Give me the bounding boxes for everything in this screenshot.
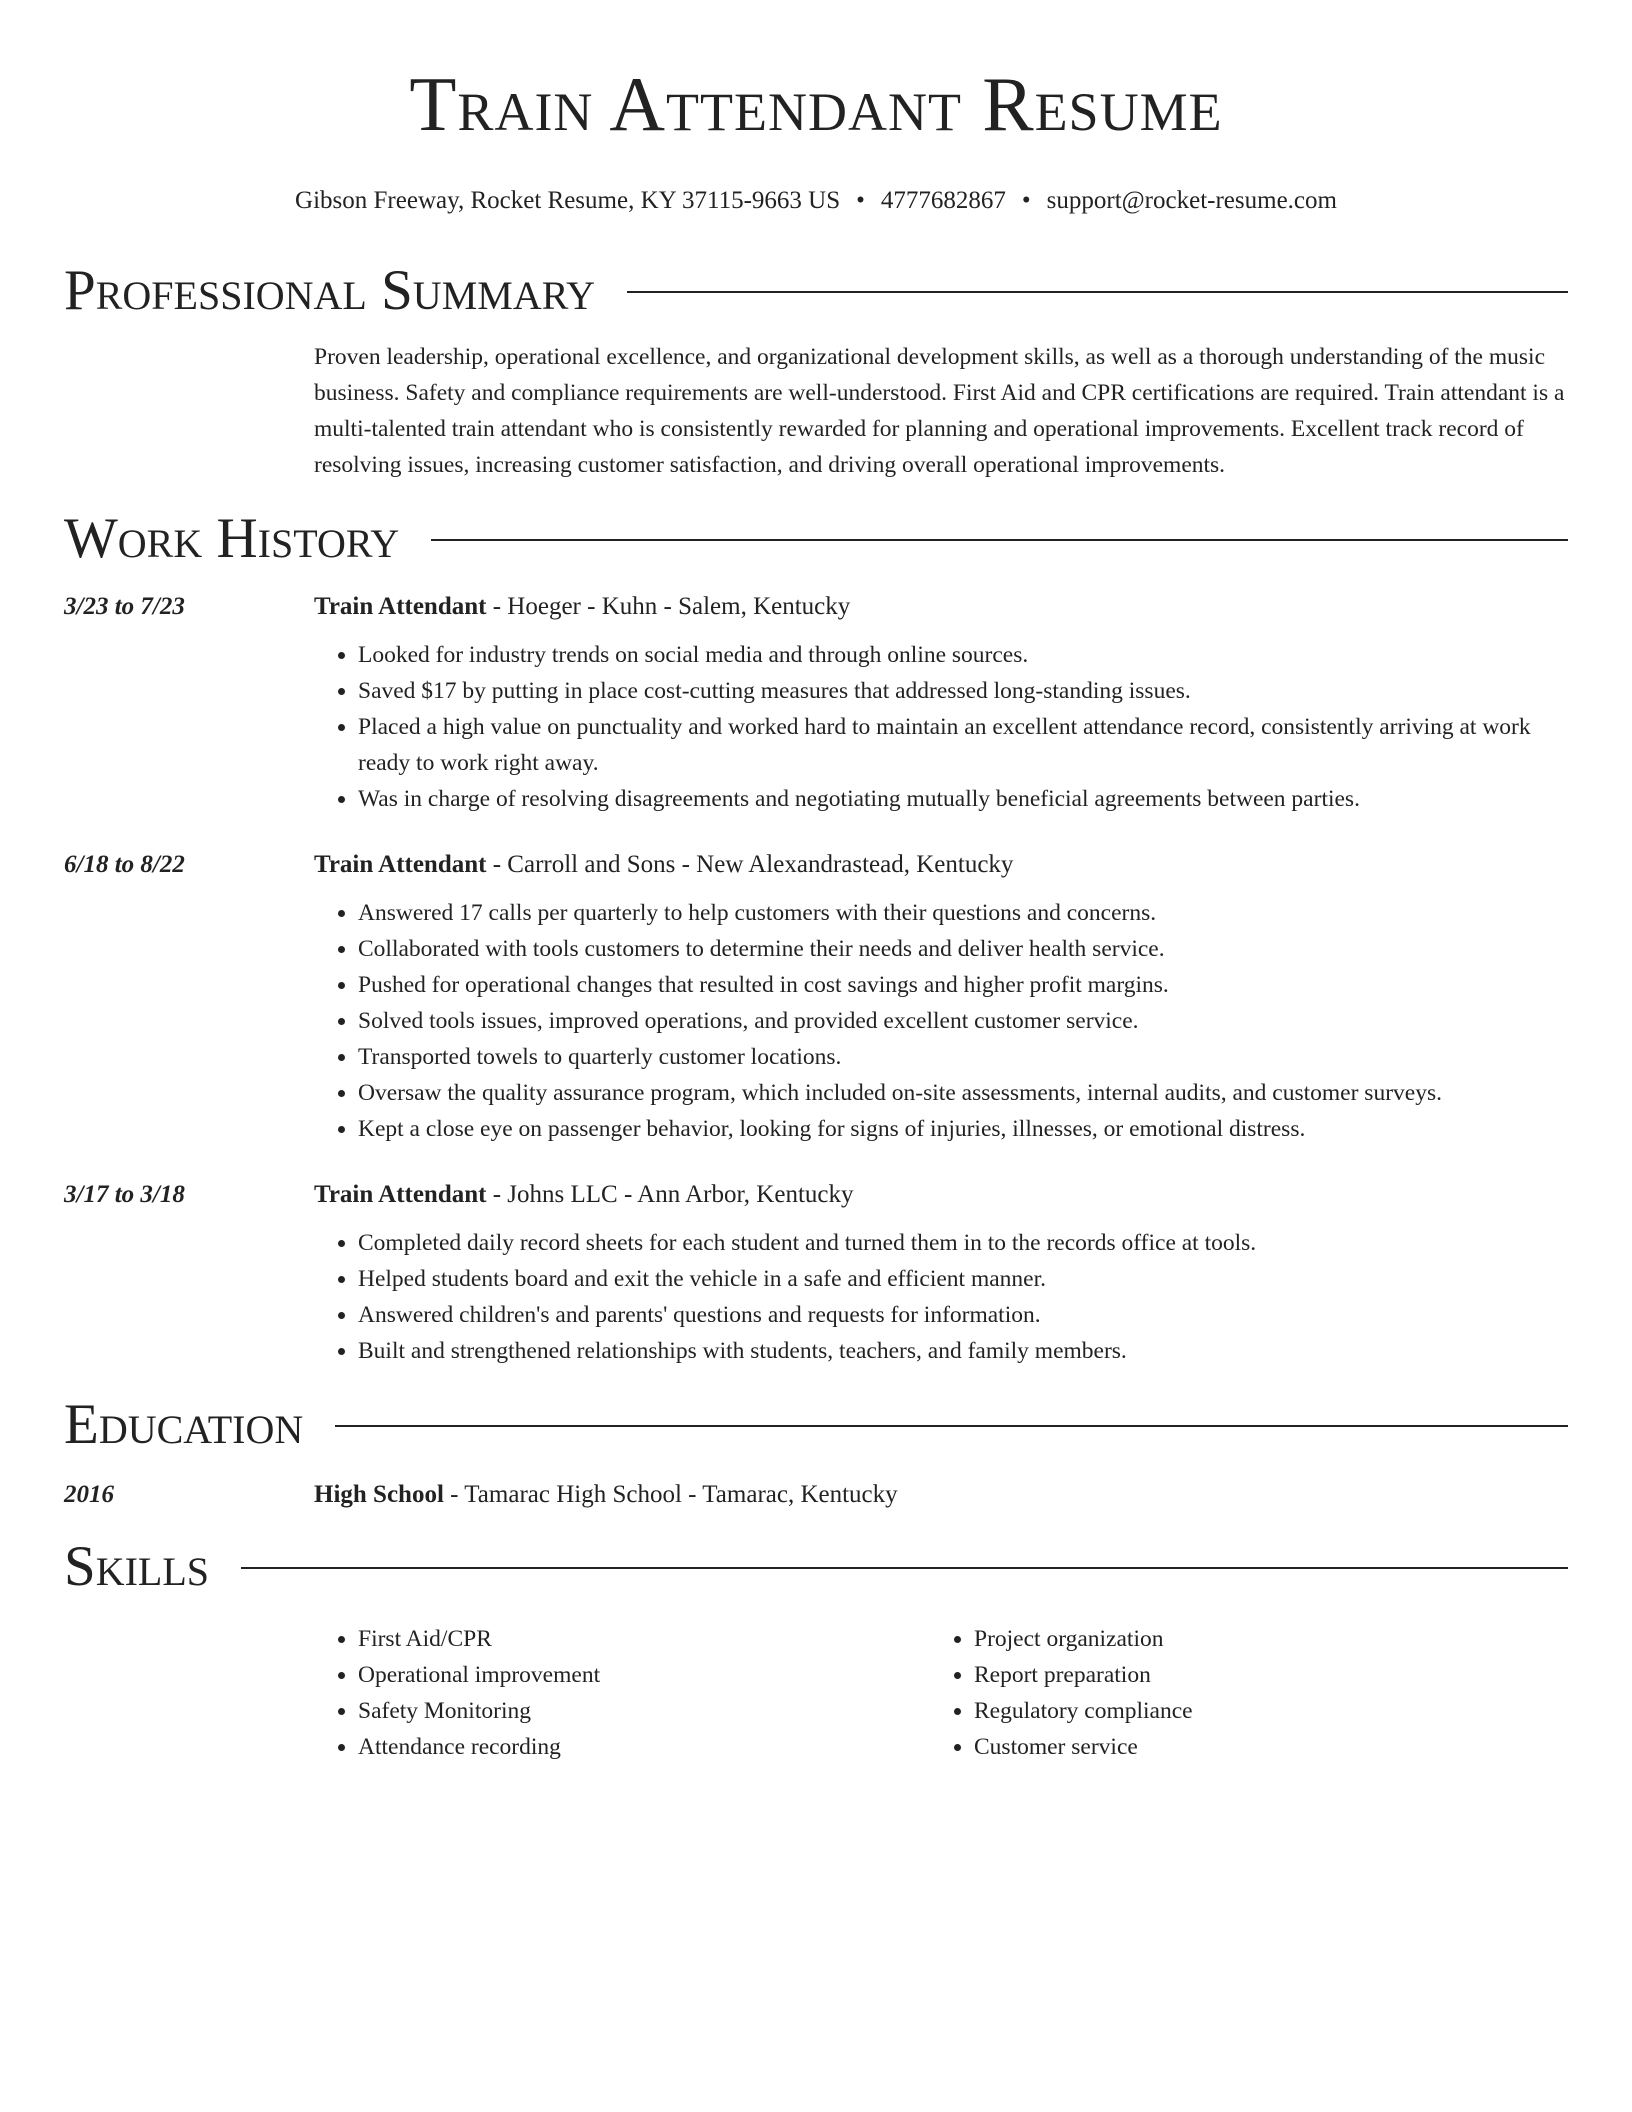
work-section-title: Work History <box>64 507 400 570</box>
skill-item: • Safety Monitoring <box>358 1693 930 1729</box>
contact-email: support@rocket-resume.com <box>1046 187 1337 214</box>
summary-section-header <box>64 259 1568 323</box>
contact-address: Gibson Freeway, Rocket Resume, KY 37115-9663 US <box>295 187 841 214</box>
job-entry <box>64 589 1568 817</box>
job-bullet: • Solved tools issues, improved operations, and provided excellent customer service. <box>358 1003 1568 1039</box>
education-row <box>64 1477 1568 1513</box>
job-entry <box>64 847 1568 1147</box>
education-section-title: Education <box>64 1393 304 1456</box>
job-bullet: • Oversaw the quality assurance program, which included on-site assessments, internal audits, and customer surveys. <box>358 1075 1568 1111</box>
work-section-header <box>64 507 1568 571</box>
job-dates: 3/17 to 3/18 <box>64 1181 185 1208</box>
job-bullet: • Built and strengthened relationships with students, teachers, and family members. <box>358 1333 1568 1369</box>
contact-separator: • <box>856 187 865 214</box>
job-details: - Johns LLC - Ann Arbor, Kentucky <box>486 1181 854 1208</box>
job-entry <box>64 1177 1568 1369</box>
job-dates: 6/18 to 8/22 <box>64 851 185 878</box>
resume-title: Train Attendant Resume <box>409 61 1223 147</box>
contact-separator: • <box>1021 187 1031 214</box>
education-degree: High School <box>314 1481 444 1508</box>
job-heading <box>314 847 1568 883</box>
job-bullet: • Looked for industry trends on social media and through online sources. <box>358 637 1568 673</box>
job-heading <box>314 1177 1568 1213</box>
job-bullets <box>314 637 1568 817</box>
job-bullet: • Pushed for operational changes that resulted in cost savings and higher profit margins. <box>358 967 1568 1003</box>
education-heading <box>314 1477 1568 1513</box>
section-divider <box>627 291 1568 293</box>
skill-item: • Project organization <box>974 1621 1546 1657</box>
job-bullet: • Transported towels to quarterly customer locations. <box>358 1039 1568 1075</box>
job-bullet: • Placed a high value on punctuality and worked hard to maintain an excellent attendance record, consistently arriving at work ready to work right away. <box>358 709 1568 781</box>
job-title: Train Attendant <box>314 851 487 878</box>
education-details: - Tamarac High School - Tamarac, Kentucky <box>443 1481 898 1508</box>
job-bullets <box>314 895 1568 1147</box>
job-bullet: • Helped students board and exit the vehicle in a safe and efficient manner. <box>358 1261 1568 1297</box>
skills-section-title: Skills <box>64 1535 210 1598</box>
job-bullet: • Completed daily record sheets for each student and turned them in to the records office at tools. <box>358 1225 1568 1261</box>
skills-column-left <box>314 1621 930 1765</box>
education-section-header <box>64 1393 1568 1457</box>
work-history-list <box>64 589 1568 1369</box>
job-row <box>64 1177 1568 1369</box>
skill-item: • Attendance recording <box>358 1729 930 1765</box>
job-bullet: • Collaborated with tools customers to determine their needs and deliver health service. <box>358 931 1568 967</box>
skill-item: • First Aid/CPR <box>358 1621 930 1657</box>
skill-item: • Report preparation <box>974 1657 1546 1693</box>
skill-item: • Regulatory compliance <box>974 1693 1546 1729</box>
job-bullet: • Answered children's and parents' questions and requests for information. <box>358 1297 1568 1333</box>
job-title: Train Attendant <box>314 1181 487 1208</box>
job-row <box>64 847 1568 1147</box>
skill-item: • Customer service <box>974 1729 1546 1765</box>
job-bullet: • Kept a close eye on passenger behavior, looking for signs of injuries, illnesses, or emotional distress. <box>358 1111 1568 1147</box>
summary-text: Proven leadership, operational excellence, and organizational development skills, as well as a thorough understanding of the music business. Safety and compliance requirements are well-understood. First Aid and CPR certifications are required. Train attendant is a multi-talented train attendant who is consistently rewarded for planning and operational improvements. Excellent track record of resolving issues, increasing customer satisfaction, and driving overall operational improvements. <box>314 344 1565 478</box>
job-heading <box>314 589 1568 625</box>
skills-column-right <box>930 1621 1546 1765</box>
job-bullet: • Saved $17 by putting in place cost-cutting measures that addressed long-standing issues. <box>358 673 1568 709</box>
contact-line <box>64 185 1568 217</box>
job-bullets <box>314 1225 1568 1369</box>
skill-item: • Operational improvement <box>358 1657 930 1693</box>
skills-section-header <box>64 1535 1568 1599</box>
job-row <box>64 589 1568 817</box>
job-title: Train Attendant <box>314 593 487 620</box>
contact-phone: 4777682867 <box>880 187 1006 214</box>
job-bullet: • Answered 17 calls per quarterly to help customers with their questions and concerns. <box>358 895 1568 931</box>
skills-list <box>314 1621 1568 1765</box>
job-bullet: • Was in charge of resolving disagreements and negotiating mutually beneficial agreements between parties. <box>358 781 1568 817</box>
job-dates: 3/23 to 7/23 <box>64 593 185 620</box>
education-year: 2016 <box>64 1481 114 1508</box>
summary-section-title: Professional Summary <box>64 259 596 322</box>
job-details: - Carroll and Sons - New Alexandrastead, Kentucky <box>486 851 1014 878</box>
job-details: - Hoeger - Kuhn - Salem, Kentucky <box>486 593 851 620</box>
section-divider <box>431 539 1568 541</box>
section-divider <box>335 1425 1568 1427</box>
section-divider <box>241 1567 1568 1569</box>
